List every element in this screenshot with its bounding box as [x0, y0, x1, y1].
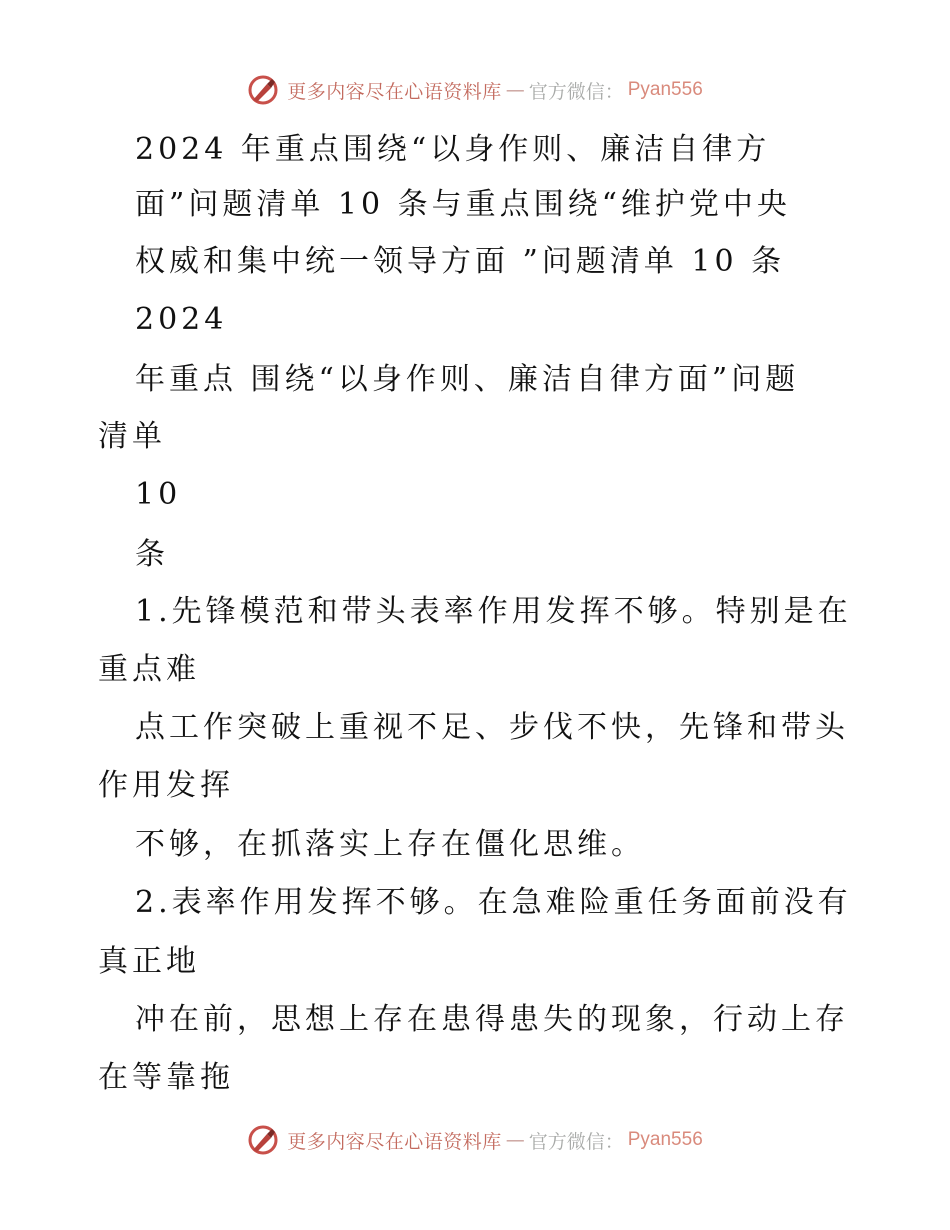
text-line: 作用发挥	[98, 768, 234, 803]
site-name-text: 更多内容尽在心语资料库	[287, 1130, 502, 1153]
dash-separator: —	[505, 79, 525, 101]
text-line: 不够，在抓落实上存在僵化思维。	[135, 827, 645, 862]
text-line: 在等靠拖	[98, 1060, 234, 1095]
footer-watermark-banner	[0, 1120, 950, 1160]
pen-logo-icon	[247, 74, 279, 106]
text-line: 真正地	[98, 944, 200, 979]
text-line: 2.表率作用发挥不够。在急难险重任务面前没有	[135, 885, 852, 920]
text-line: 年重点 围绕“以身作则、廉洁自律方面”问题	[135, 362, 800, 397]
wechat-id: Pyan556	[627, 79, 703, 100]
pen-logo-icon	[247, 1124, 279, 1156]
wechat-label: 官方微信：	[528, 1130, 624, 1153]
text-line: 面”问题清单 10 条与重点围绕“维护党中央	[135, 187, 791, 222]
site-name-text: 更多内容尽在心语资料库	[287, 80, 502, 103]
wechat-label: 官方微信：	[528, 80, 624, 103]
text-line: 条	[135, 537, 169, 572]
text-line: 点工作突破上重视不足、步伐不快，先锋和带头	[135, 710, 849, 745]
header-watermark-banner	[0, 70, 950, 110]
text-line: 清单	[98, 419, 166, 454]
dash-separator: —	[505, 1129, 525, 1151]
wechat-id: Pyan556	[627, 1129, 703, 1150]
text-line: 2024 年重点围绕“以身作则、廉洁自律方	[135, 132, 771, 167]
text-line: 重点难	[98, 652, 200, 687]
text-line: 冲在前，思想上存在患得患失的现象，行动上存	[135, 1002, 849, 1037]
text-line: 权威和集中统一领导方面 ”问题清单 10 条	[135, 244, 786, 279]
text-line: 1.先锋模范和带头表率作用发挥不够。特别是在	[135, 594, 852, 629]
text-line: 2024	[135, 302, 228, 337]
text-line: 10	[135, 477, 182, 512]
